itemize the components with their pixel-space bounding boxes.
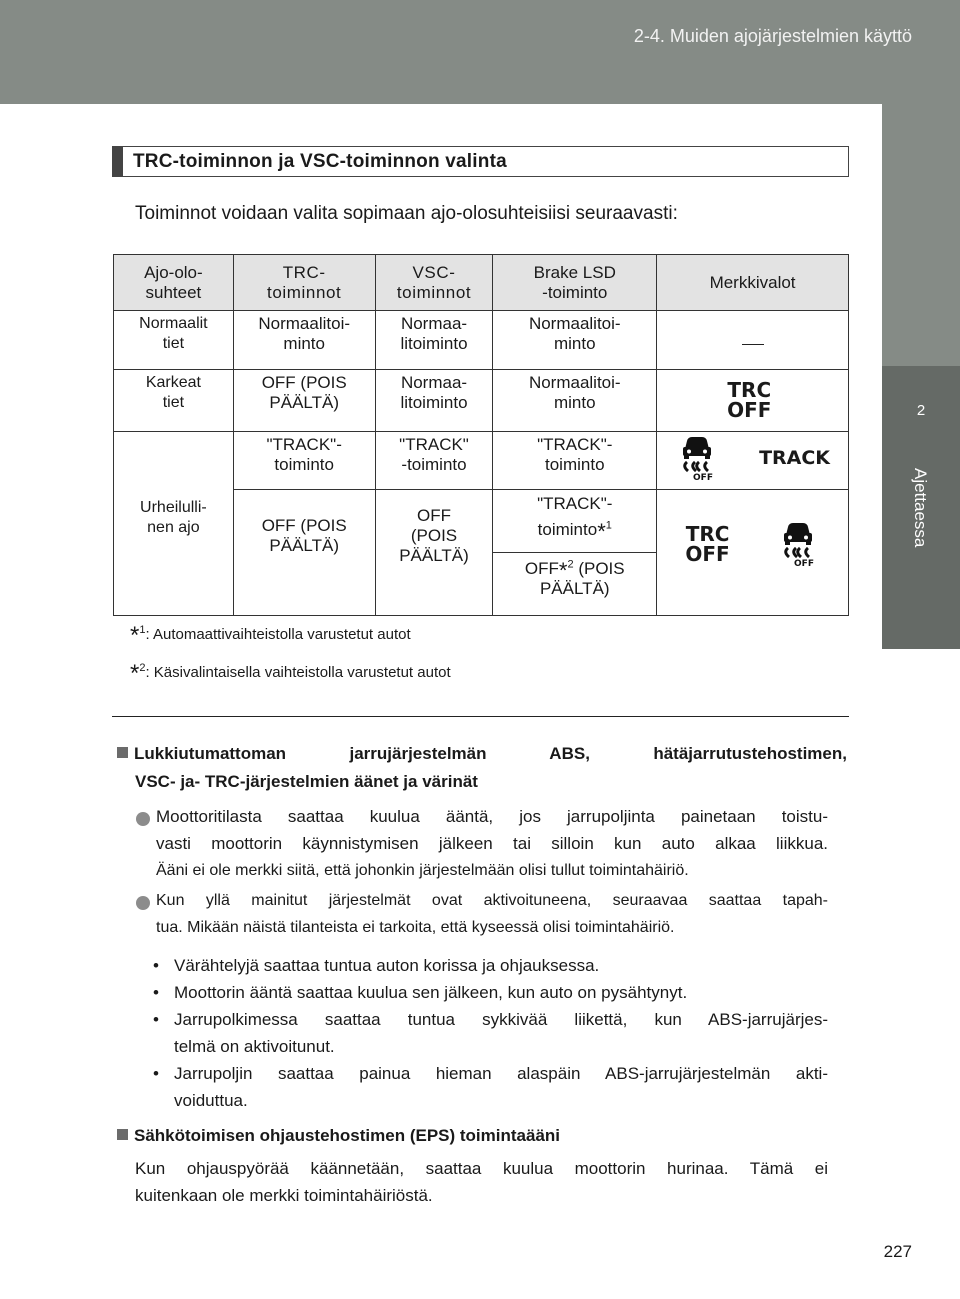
indicator-off-badge: OFF <box>693 473 714 481</box>
cell-light-rough <box>657 370 849 432</box>
footnote-2: *$^2$: Käsivalintaisella vaihteistolla varustetut autot <box>130 660 451 687</box>
cell-vsc-track: "TRACK" -toiminto <box>375 432 493 490</box>
cell-trc-track: "TRACK"- toiminto <box>233 432 375 490</box>
header-lsd: Brake LSD -toiminto <box>493 255 657 311</box>
bullet-dot-icon <box>136 812 150 826</box>
trc-off-indicator-icon: TRC OFF <box>727 377 772 422</box>
bullet-dot: • <box>153 1010 159 1029</box>
table-header-row <box>114 255 849 311</box>
cell-lsd-off-manual: OFF*$^2$ (POIS PÄÄLTÄ) <box>493 553 657 616</box>
abs-bullet-4: Jarrupoljin saattaa painua hieman alaspäin ABS-jarrujärjestelmän akti- voiduttua. <box>174 1064 828 1110</box>
section-divider <box>112 716 849 717</box>
heading-square-icon <box>117 1129 128 1140</box>
track-indicator-label: TRACK <box>759 447 831 469</box>
abs-bullet-1: Värähtelyjä saattaa tuntua auton korissa ja ohjauksessa. <box>174 956 600 975</box>
cell-condition-sport: Urheilulli- nen ajo <box>114 432 234 616</box>
header-trc: TRC- toiminnot <box>233 255 375 311</box>
cell-lsd-track-auto: "TRACK"- toiminto*$^1$ <box>493 490 657 553</box>
bullet-dot: • <box>153 983 159 1002</box>
abs-heading: Lukkiutumattoman jarrujärjestelmän ABS, hätäjarrutustehostimen, VSC- ja- TRC-järjestelmien äänet ja värinät <box>117 740 847 796</box>
table-row <box>114 432 849 490</box>
table-row <box>114 311 849 370</box>
header-conditions: Ajo-olo- suhteet <box>114 255 234 311</box>
footnote-1: *$^1$: Automaattivaihteistolla varustetut autot <box>130 622 411 649</box>
eps-paragraph: Kun ohjauspyörää käännetään, saattaa kuulua moottorin hurinaa. Tämä ei kuitenkaan ole merkki toimintahäiriöstä. <box>135 1159 828 1205</box>
table-row <box>114 370 849 432</box>
cell-light-track <box>657 432 849 490</box>
abs-paragraph-1: Moottoritilasta saattaa kuulua ääntä, jos jarrupoljinta painetaan toistu- vasti moottorin käynnistymisen jälkeen tai silloin kun auto alkaa liikkua. Ääni ei ole merkki siitä, että johonkin järjestelmään olisi tullut toimintahäiriö. <box>156 807 828 879</box>
header-bar <box>0 0 960 104</box>
cell-light-normal <box>657 311 849 370</box>
control-table <box>113 254 849 616</box>
abs-bullet-2: Moottorin ääntä saattaa kuulua sen jälkeen, kun auto on pysähtynyt. <box>174 983 688 1002</box>
cell-vsc-normal: Normaa- litoiminto <box>375 311 493 370</box>
abs-paragraph-2: Kun yllä mainitut järjestelmät ovat aktivoituneena, seuraavaa saattaa tapah- tua. Mikään näistä tilanteista ei tarkoita, että kyseessä olisi toimintahäiriö. <box>156 892 828 936</box>
bullet-dot: • <box>153 1064 159 1083</box>
section-title: TRC-toiminnon ja VSC-toiminnon valinta <box>133 151 507 172</box>
no-indicator-dash <box>742 344 764 345</box>
chapter-title: 2-4. Muiden ajojärjestelmien käyttö <box>633 26 912 46</box>
trc-off-indicator-icon: TRC OFF <box>685 522 730 566</box>
side-tab-number: 2 <box>916 402 926 419</box>
eps-heading: Sähkötoimisen ohjaustehostimen (EPS) toimintaääni <box>117 1122 560 1150</box>
side-tab-upper <box>882 104 960 366</box>
header-indicator-lights: Merkkivalot <box>657 255 849 311</box>
indicator-off-badge: OFF <box>793 559 814 567</box>
cell-condition-rough: Karkeat tiet <box>114 370 234 432</box>
cell-lsd-track: "TRACK"- toiminto <box>493 432 657 490</box>
header-vsc: VSC- toiminnot <box>375 255 493 311</box>
cell-lsd-rough: Normaalitoi- minto <box>493 370 657 432</box>
section-title-accent <box>113 147 123 176</box>
cell-lsd-normal: Normaalitoi- minto <box>493 311 657 370</box>
side-tab-label: Ajettaessa <box>911 468 930 548</box>
bullet-dot: • <box>153 956 159 975</box>
bullet-dot-icon <box>136 896 150 910</box>
cell-vsc-off: OFF (POIS PÄÄLTÄ) <box>375 490 493 616</box>
cell-vsc-rough: Normaa- litoiminto <box>375 370 493 432</box>
vsc-off-indicator-icon <box>675 435 719 481</box>
cell-trc-normal: Normaalitoi- minto <box>233 311 375 370</box>
vsc-off-indicator-icon <box>776 521 820 567</box>
cell-light-off <box>657 490 849 616</box>
abs-bullet-3: Jarrupolkimessa saattaa tuntua sykkivää liikettä, kun ABS-jarrujärjes- telmä on aktivoitunut. <box>174 1010 828 1056</box>
section-intro: Toiminnot voidaan valita sopimaan ajo-olosuhteisiisi seuraavasti: <box>135 203 678 224</box>
page-number: 227 <box>883 1242 912 1261</box>
cell-trc-off: OFF (POIS PÄÄLTÄ) <box>233 490 375 616</box>
cell-condition-normal: Normaalit tiet <box>114 311 234 370</box>
heading-square-icon <box>117 747 128 758</box>
cell-trc-rough: OFF (POIS PÄÄLTÄ) <box>233 370 375 432</box>
section-title-box <box>112 146 849 177</box>
